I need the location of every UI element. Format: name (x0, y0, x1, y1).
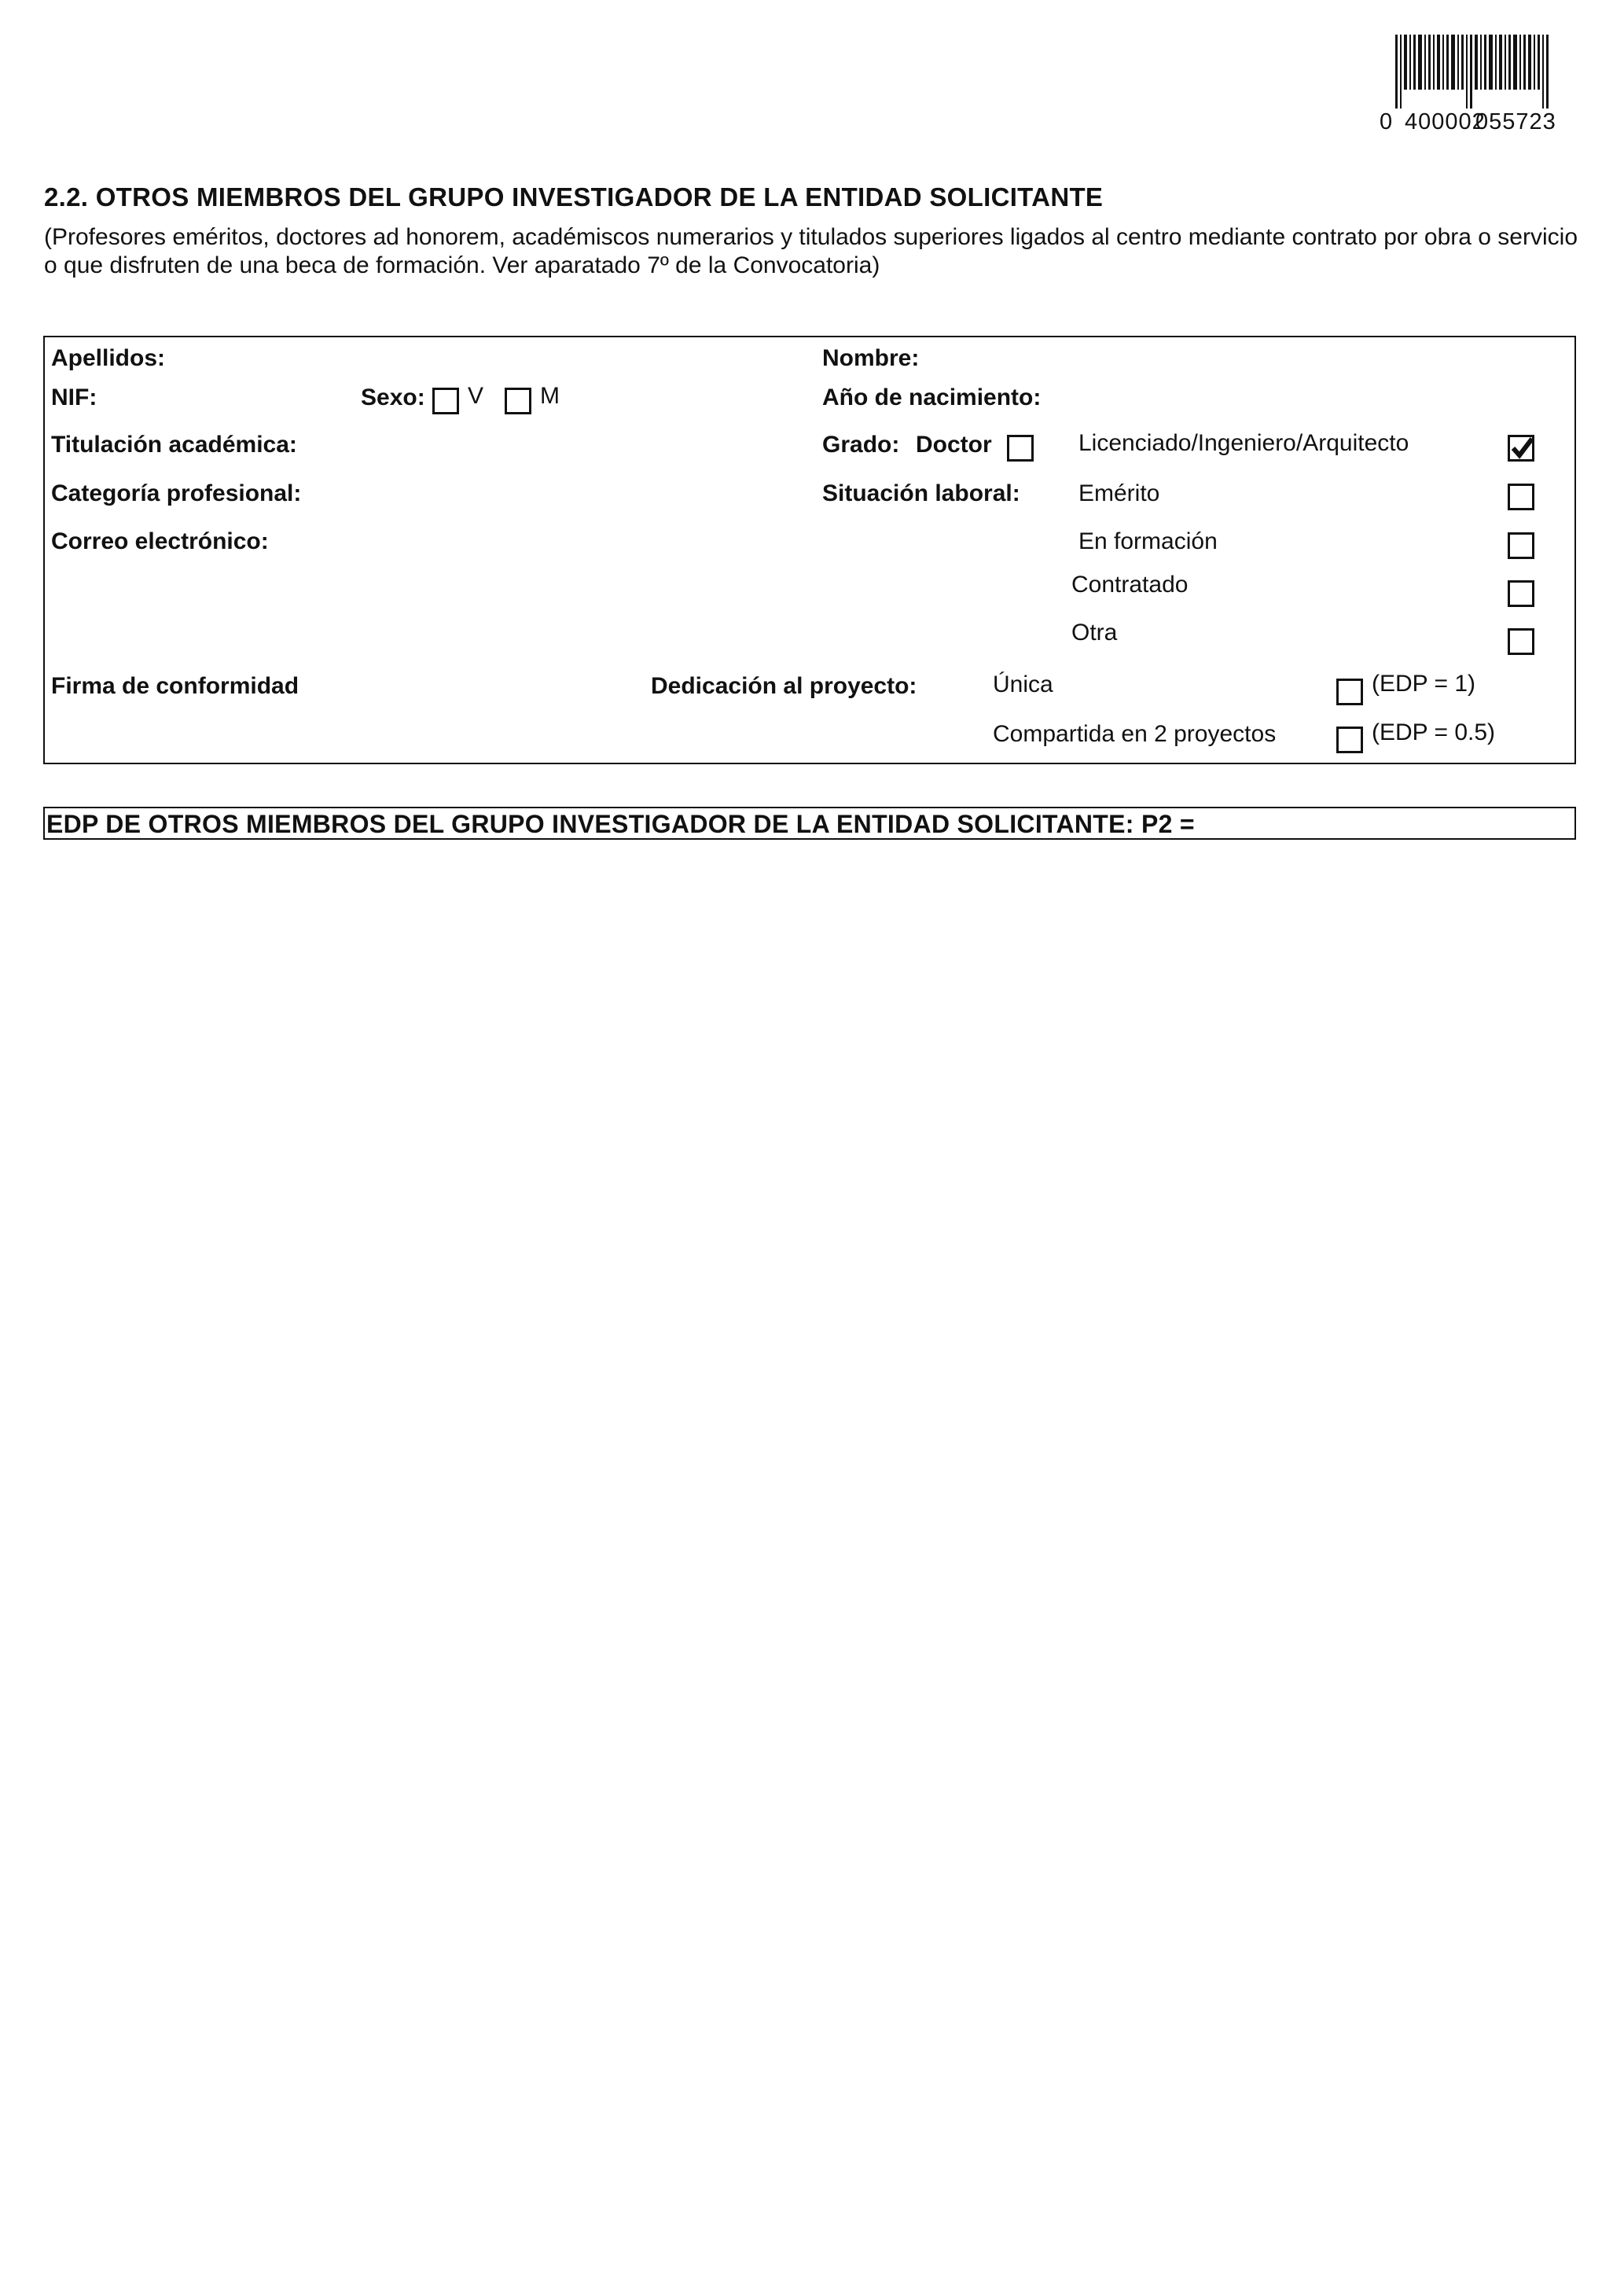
sexo-v-checkbox[interactable] (432, 388, 459, 414)
edp-summary-bar (43, 807, 1576, 840)
doctor-label: Doctor (916, 432, 992, 458)
doctor-checkbox[interactable] (1007, 435, 1034, 462)
barcode-digits-middle: 400002 (1405, 109, 1486, 134)
contratado-checkbox[interactable] (1508, 580, 1534, 607)
barcode-digits-first: 0 (1380, 109, 1394, 134)
edp-summary-label: EDP DE OTROS MIEMBROS DEL GRUPO INVESTIGADOR DE LA ENTIDAD SOLICITANTE: P2 = (46, 810, 1195, 838)
emerito-checkbox[interactable] (1508, 484, 1534, 510)
check-mark-icon (1511, 437, 1534, 459)
licenciado-checkbox[interactable] (1508, 435, 1534, 462)
otra-checkbox[interactable] (1508, 628, 1534, 655)
sexo-m-label: M (540, 383, 560, 409)
nif-label: NIF: (51, 384, 97, 410)
section-title: 2.2. OTROS MIEMBROS DEL GRUPO INVESTIGADOR DE LA ENTIDAD SOLICITANTE (44, 182, 1104, 212)
barcode-bars (1380, 35, 1596, 109)
sexo-label: Sexo: (361, 384, 425, 410)
unica-label: Única (993, 671, 1053, 697)
unica-checkbox[interactable] (1336, 679, 1363, 705)
compartida-edp-label: (EDP = 0.5) (1372, 719, 1496, 745)
member-form-box (43, 336, 1576, 764)
grado-label: Grado: (822, 432, 900, 458)
barcode (1380, 35, 1596, 138)
barcode-digits-last: 055723 (1475, 109, 1556, 134)
titulacion-label: Titulación académica: (51, 432, 297, 458)
apellidos-label: Apellidos: (51, 345, 166, 371)
otra-label: Otra (1071, 620, 1118, 646)
dedicacion-label: Dedicación al proyecto: (651, 673, 917, 699)
contratado-label: Contratado (1071, 572, 1189, 598)
situacion-label: Situación laboral: (822, 480, 1020, 506)
unica-edp-label: (EDP = 1) (1372, 671, 1475, 697)
anio-nacimiento-label: Año de nacimiento: (822, 384, 1042, 410)
correo-label: Correo electrónico: (51, 528, 269, 554)
compartida-checkbox[interactable] (1336, 727, 1363, 753)
sexo-m-checkbox[interactable] (505, 388, 531, 414)
section-note: (Profesores eméritos, doctores ad honorem, académiscos numerarios y titulados superiores ligados al centro mediante contrato por obra o servicio o que disfruten de una beca de formación. Ver aparatado 7º de la Convocatoria) (44, 224, 1578, 278)
en-formacion-label: En formación (1078, 528, 1218, 554)
firma-label: Firma de conformidad (51, 673, 299, 699)
en-formacion-checkbox[interactable] (1508, 532, 1534, 559)
categoria-label: Categoría profesional: (51, 480, 302, 506)
compartida-label: Compartida en 2 proyectos (993, 721, 1277, 747)
emerito-label: Emérito (1078, 480, 1160, 506)
licenciado-label: Licenciado/Ingeniero/Arquitecto (1078, 430, 1409, 456)
sexo-v-label: V (468, 383, 484, 409)
nombre-label: Nombre: (822, 345, 920, 371)
